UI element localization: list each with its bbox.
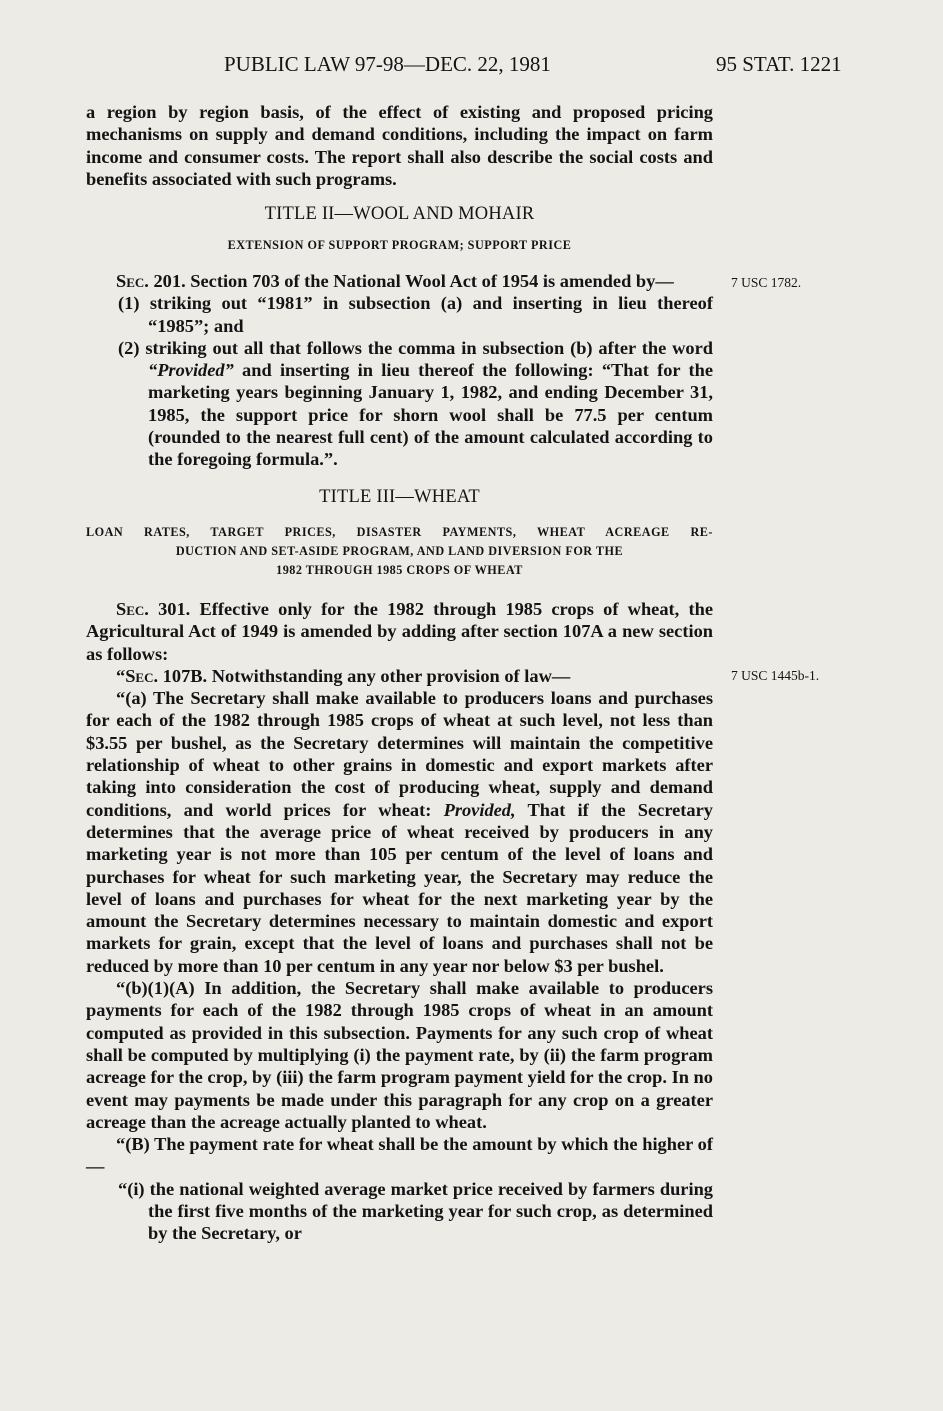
sec107b-intro: [86, 665, 713, 687]
title-ii-heading: TITLE II—WOOL AND MOHAIR: [264, 204, 535, 224]
sec107b-a-provided: Provided,: [443, 799, 516, 820]
sec201-item1: (1) striking out “1981” in subsection (a) and inserting in lieu thereof “1985”; and: [118, 293, 713, 336]
sec201-item2-text-b: and inserting in lieu thereof the following: “That for the marketing years beginning January 1, 1982, and ending December 31, 1985, the support price for shorn wool shall be 77.5 per centum (rounded to the nearest full cent) of the amount calculated according to the foregoing formula.”.: [148, 360, 713, 470]
sec301-intro: [86, 598, 713, 665]
section-201: [86, 270, 713, 471]
sec301-label: Sec. 301.: [116, 599, 191, 619]
intro-paragraph: [86, 101, 713, 190]
header-law-citation: PUBLIC LAW 97-98—DEC. 22, 1981: [224, 52, 551, 76]
sec107b-text: Notwithstanding any other provision of law—: [207, 665, 571, 686]
sec201-label: Sec. 201.: [116, 271, 186, 291]
sec107b-B: “(B) The payment rate for wheat shall be the amount by which the higher of—: [86, 1134, 713, 1177]
title-iii-subheading-3: 1982 THROUGH 1985 CROPS OF WHEAT: [276, 563, 523, 577]
section-301: [86, 598, 713, 1245]
title-iii-subheading-2: DUCTION AND SET-ASIDE PROGRAM, AND LAND DIVERSION FOR THE: [175, 544, 624, 558]
sec201-text: Section 703 of the National Wool Act of 1954 is amended by—: [185, 271, 674, 291]
margin-note-7usc1782: 7 USC 1782.: [731, 275, 802, 290]
intro-text: a region by region basis, of the effect of existing and proposed pricing mechanisms on supply and demand conditions, including the impact on farm income and consumer costs. The report shall also describe the social costs and benefits associated with such programs.: [86, 102, 713, 189]
sec107b-a: [86, 687, 713, 977]
header-stat-page: 95 STAT. 1221: [716, 52, 842, 76]
sec201-intro: [86, 270, 713, 292]
sec301-text: Effective only for the 1982 through 1985 crops of wheat, the Agricultural Act of 1949 is amended by adding after section 107A a new section as follows:: [86, 599, 713, 664]
sec107b-b1A: “(b)(1)(A) In addition, the Secretary shall make available to producers payments for each of the 1982 through 1985 crops of wheat in an amount computed as provided in this subsection. Payments for any such crop of wheat shall be computed by multiplying (i) the payment rate, by (ii) the farm program acreage for the crop, by (iii) the farm program payment yield for the crop. In no event may payments be made under this paragraph for any crop on a greater acreage than the acreage actually planted to wheat.: [86, 978, 713, 1132]
sec107b-B-i: “(i) the national weighted average market price received by farmers during the first five months of the marketing year for such crop, as determined by the Secretary, or: [118, 1178, 713, 1244]
sec107b-label: “Sec. 107B.: [116, 665, 208, 686]
page-header: [0, 52, 943, 82]
title-iii-subheading-1: LOAN RATES, TARGET PRICES, DISASTER PAYMENTS, WHEAT ACREAGE RE-: [86, 525, 713, 539]
sec107b-a-text-2: That if the Secretary determines that the average price of wheat received by producers in any marketing year is not more than 105 per centum of the level of loans and purchases for wheat for such marketing year, the Secretary may reduce the level of loans and purchases for wheat for the next marketing year by the amount the Secretary determines necessary to maintain domestic and export markets for grain, except that the level of loans and purchases shall not be reduced by more than 10 per centum in any year nor below $3 per bushel.: [86, 799, 713, 976]
sec201-item2: [118, 337, 713, 471]
sec107b-a-text-1: “(a) The Secretary shall make available to producers loans and purchases for each of the 1982 through 1985 crops of wheat at such level, not less than $3.55 per bushel, as the Secretary determines will maintain the competitive relationship of wheat to other grains in domestic and export markets after taking into consideration the cost of producing wheat, supply and demand conditions, and world prices for wheat:: [86, 688, 713, 820]
title-ii-subheading: EXTENSION OF SUPPORT PROGRAM; SUPPORT PRICE: [227, 238, 572, 252]
sec201-item2-provided: “Provided”: [148, 360, 234, 381]
sec201-item2-text-a: (2) striking out all that follows the comma in subsection (b) after the word: [118, 337, 713, 358]
margin-note-7usc1445b-1: 7 USC 1445b-1.: [731, 668, 820, 683]
title-iii-heading: TITLE III—WHEAT: [319, 487, 480, 507]
